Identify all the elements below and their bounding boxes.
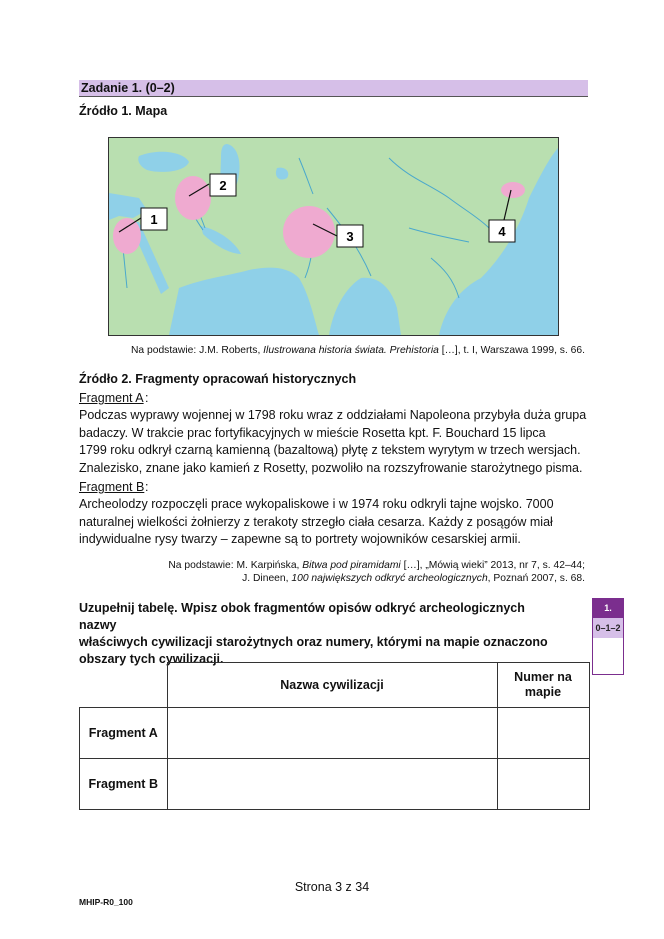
answer-number-b[interactable] (497, 758, 589, 809)
map-svg (109, 138, 558, 335)
answer-number-a[interactable] (497, 707, 589, 758)
source2-caption-2: J. Dineen, 100 największych odkryć archeologicznych, Poznań 2007, s. 68. (242, 573, 585, 584)
task-line: właściwych cywilizacji starożytnych oraz numery, którymi na mapie oznaczono (79, 635, 548, 649)
table-header-row (80, 663, 590, 708)
fragment-a-text (79, 407, 589, 477)
fragment-a-line: Podczas wyprawy wojennej w 1798 roku wraz z oddziałami Napoleona przybyła duża grupa (79, 408, 587, 422)
region-4-china (501, 182, 525, 198)
region-1-egypt (113, 218, 141, 254)
region-3-indus (283, 206, 335, 258)
fragment-b-colon: : (145, 480, 149, 494)
table-corner-cell (80, 663, 168, 708)
fragment-a-line: 1799 roku odkrył czarną kamienną (bazaltową) płytę z tekstem wyrytym w trzech wersjach. (79, 443, 581, 457)
svg-text:2: 2 (219, 178, 227, 193)
task-header: Zadanie 1. (0–2) (79, 80, 588, 97)
answer-civilization-a[interactable] (167, 707, 497, 758)
fragment-b-text (79, 496, 589, 549)
source1-caption: Na podstawie: J.M. Roberts, Ilustrowana historia świata. Prehistoria […], t. I, Warszawa 1999, s. 66. (130, 345, 585, 356)
source2-title: Źródło 2. Fragmenty opracowań historycznych (79, 372, 357, 386)
svg-text:3: 3 (346, 229, 354, 244)
task-line: obszary tych cywilizacji. (79, 652, 224, 666)
task-instruction (79, 600, 559, 668)
region-2-mesopotamia (175, 176, 211, 220)
task-line: Uzupełnij tabelę. Wpisz obok fragmentów opisów odkryć archeologicznych nazwy (79, 601, 525, 632)
answer-table (79, 662, 590, 810)
fragment-b-line: Archeolodzy rozpoczęli prace wykopaliskowe i w 1974 roku odkryli tajne wojsko. 7000 (79, 497, 554, 511)
fragment-a-line: badaczy. W trakcie prac fortyfikacyjnych w mieście Rosetta kpt. F. Bouchard 15 lipca (79, 425, 546, 440)
map-label-2 (210, 174, 236, 196)
source1-title: Źródło 1. Mapa (79, 104, 168, 118)
map-figure (108, 137, 559, 336)
header-civilization: Nazwa cywilizacji (167, 663, 497, 708)
header-map-number (497, 663, 589, 708)
row-label-fragment-a: Fragment A (80, 707, 168, 758)
score-range: 0–1–2 (592, 618, 624, 638)
svg-text:1: 1 (150, 212, 158, 227)
table-row (80, 707, 590, 758)
header-map-number-line: Numer na (514, 669, 572, 684)
row-label-fragment-b: Fragment B (80, 758, 168, 809)
fragment-b-line: indywidualne rysy twarzy – zapewne są to portrety wojowników cesarskiej armii. (79, 532, 521, 546)
header-map-number-line: mapie (524, 684, 562, 699)
fragment-a-label: Fragment A (79, 391, 144, 405)
fragment-b-line: naturalnej wielkości żołnierzy z terakoty strzegło ciała cesarza. Każdy z posągów miał (79, 514, 553, 529)
fragment-a-colon: : (145, 391, 149, 405)
fragment-b-label: Fragment B (79, 480, 145, 494)
page-number: Strona 3 z 34 (294, 880, 370, 894)
score-box (592, 598, 624, 675)
map-label-1 (141, 208, 167, 230)
source2-caption-1: Na podstawie: M. Karpińska, Bitwa pod piramidami […], „Mówią wieki” 2013, nr 7, s. 42–44; (168, 560, 585, 571)
fragment-a-line: Znalezisko, znane jako kamień z Rosetty, pozwoliło na rozszyfrowanie starożytnego pisma. (79, 460, 583, 475)
exam-code: MHIP-R0_100 (79, 897, 133, 907)
answer-civilization-b[interactable] (167, 758, 497, 809)
score-entry-field[interactable] (592, 638, 624, 675)
table-row (80, 758, 590, 809)
map-label-3 (337, 225, 363, 247)
map-label-4 (489, 220, 515, 242)
score-task-number: 1. (592, 598, 624, 618)
svg-text:4: 4 (498, 224, 506, 239)
